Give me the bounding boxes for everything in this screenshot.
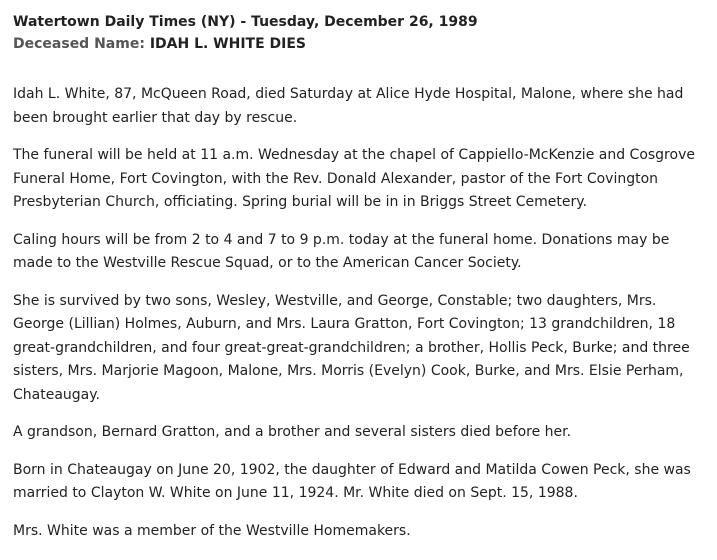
paragraph-survivors: She is survived by two sons, Wesley, Westville, and George, Constable; two daughters, Mrs. George (Lillian) Holmes, Auburn, and Mrs. Laura Gratton, Fort Covington; 13 grandchildren, 18 great-grandchildren, and four great-great-grandchildren; a brother, Hollis Peck, Burke; and three sisters, Mrs. Marjorie Magoon, Malone, Mrs. Morris (Evelyn) Cook, Burke, and Mrs. Elsie Perham, Chateaugay. bbox=[13, 292, 690, 403]
paragraph-predeceased: A grandson, Bernard Gratton, and a brother and several sisters died before her. bbox=[13, 424, 572, 440]
obituary-body bbox=[13, 83, 705, 543]
paragraph-memberships: Mrs. White was a member of the Westville Homemakers. bbox=[13, 522, 411, 539]
paragraph-biography: Born in Chateaugay on June 20, 1902, the daughter of Edward and Matilda Cowen Peck, she was married to Clayton W. White on June 11, 1924. Mr. White died on Sept. 15, 1988. bbox=[13, 461, 691, 501]
paragraph-funeral: The funeral will be held at 11 a.m. Wednesday at the chapel of Cappiello-McKenzie and Cosgrove Funeral Home, Fort Covington, with the Rev. Donald Alexander, pastor of the Fort Covington Presbyterian Church, officiating. Spring burial will be in in Briggs Street Cemetery. bbox=[13, 147, 695, 210]
newspaper-title: Watertown Daily Times (NY) - Tuesday, December 26, 1989 bbox=[13, 14, 478, 30]
paragraph-calling-hours: Caling hours will be from 2 to 4 and 7 to 9 p.m. today at the funeral home. Donations may be made to the Westville Rescue Squad, or to the American Cancer Society. bbox=[13, 231, 670, 271]
paragraph-death-notice: Idah L. White, 87, McQueen Road, died Saturday at Alice Hyde Hospital, Malone, where she had been brought earlier that day by rescue. bbox=[13, 86, 684, 126]
deceased-name-label: Deceased Name: bbox=[13, 36, 145, 52]
deceased-name-value: IDAH L. WHITE DIES bbox=[149, 36, 307, 52]
deceased-name-line bbox=[13, 33, 705, 55]
obituary-header bbox=[13, 11, 705, 55]
